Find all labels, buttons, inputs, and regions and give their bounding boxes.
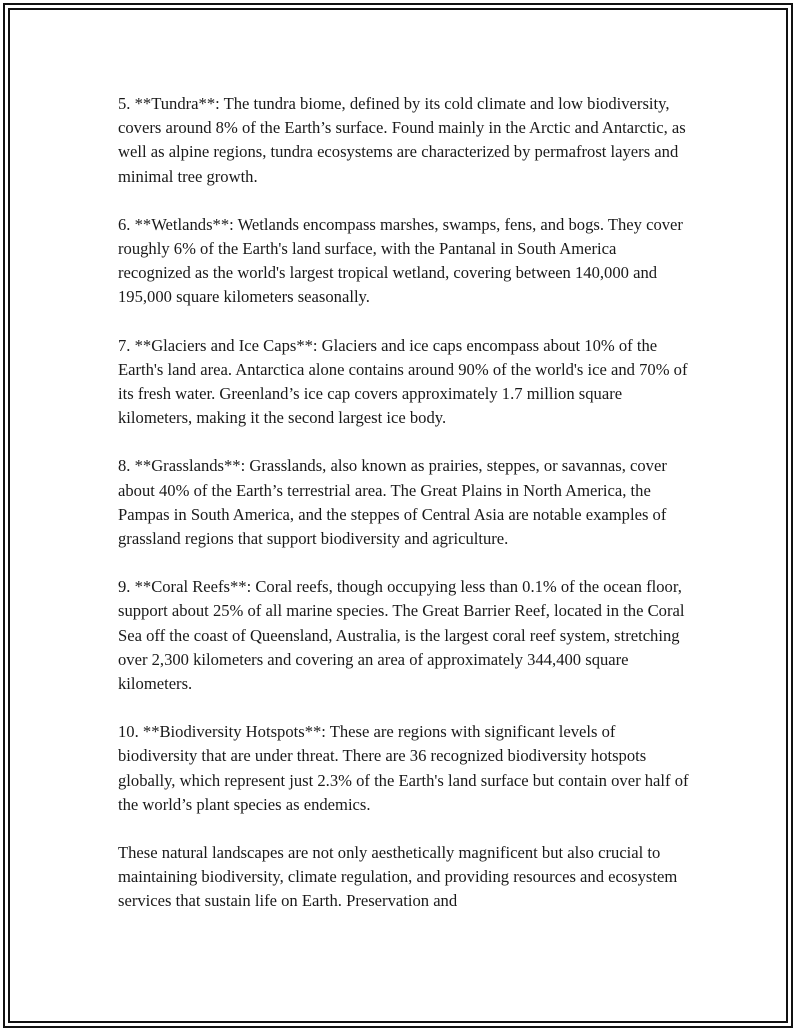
- paragraph-tundra: 5. **Tundra**: The tundra biome, defined by its cold climate and low biodiversity, covers around 8% of the Earth’s surface. Found mainly in the Arctic and Antarctic, as well as alpine regions, tundra ecosystems are characterized by permafrost layers and minimal tree growth.: [118, 94, 686, 186]
- paragraph-wetlands: 6. **Wetlands**: Wetlands encompass marshes, swamps, fens, and bogs. They cover roughly 6% of the Earth's land surface, with the Pantanal in South America recognized as the world's largest tropical wetland, covering between 140,000 and 195,000 square kilometers seasonally.: [118, 214, 683, 307]
- paragraph-coral-reefs: 9. **Coral Reefs**: Coral reefs, though occupying less than 0.1% of the ocean floor, support about 25% of all marine species. The Great Barrier Reef, located in the Coral Sea off the coast of Queensland, Australia, is the largest coral reef system, stretching over 2,300 kilometers and covering an area of approximately 344,400 square kilometers.: [118, 577, 685, 694]
- paragraph-biodiversity-hotspots: 10. **Biodiversity Hotspots**: These are regions with significant levels of biodiversity that are under threat. There are 36 recognized biodiversity hotspots globally, which represent just 2.3% of the Earth's land surface but contain over half of the world’s plant species as endemics.: [118, 722, 689, 814]
- document-body: [118, 92, 693, 914]
- paragraph-grasslands: 8. **Grasslands**: Grasslands, also known as prairies, steppes, or savannas, cover about 40% of the Earth’s terrestrial area. The Great Plains in North America, the Pampas in South America, and the steppes of Central Asia are notable examples of grassland regions that support biodiversity and agriculture.: [118, 456, 667, 549]
- paragraph-glaciers-ice-caps: 7. **Glaciers and Ice Caps**: Glaciers and ice caps encompass about 10% of the Earth's land area. Antarctica alone contains around 90% of the world's ice and 70% of its fresh water. Greenland’s ice cap covers approximately 1.7 million square kilometers, making it the second largest ice body.: [118, 335, 688, 428]
- paragraph-conclusion: These natural landscapes are not only aesthetically magnificent but also crucial to maintaining biodiversity, climate regulation, and providing resources and ecosystem services that sustain life on Earth. Preservation and: [118, 843, 678, 911]
